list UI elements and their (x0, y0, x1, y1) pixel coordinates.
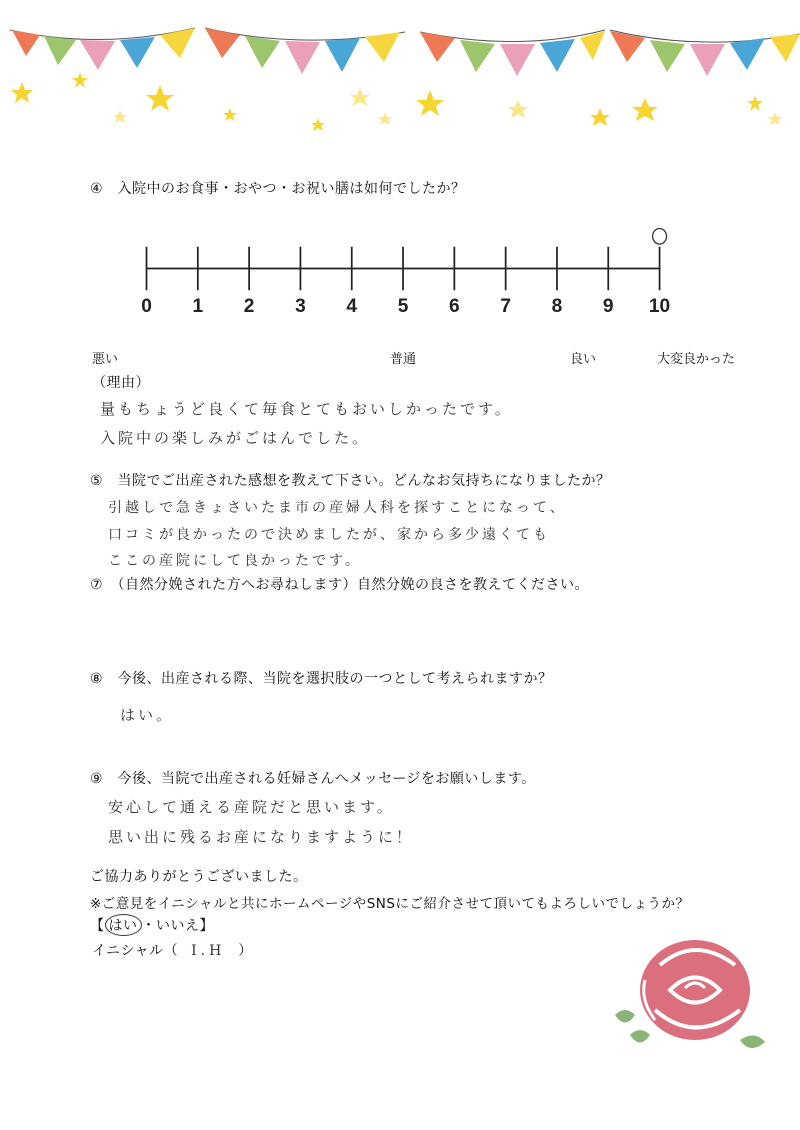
consent-yes-option[interactable]: はい (105, 914, 142, 936)
scale-tick-label: 5 (397, 295, 409, 317)
scale-tick-label: 1 (192, 295, 204, 317)
rating-scale (90, 225, 730, 325)
answer-q4-line2: 入院中の楽しみがごはんでした。 (100, 429, 371, 447)
initial-value: I.H (191, 943, 226, 959)
answer-q5-line3: ここの産院にして良かったです。 (108, 553, 362, 569)
answer-q9-line2: 思い出に残るお産になりますように！ (108, 828, 415, 846)
bracket-open: 【 (90, 918, 105, 934)
question-7: ⑦ （自然分娩された方へお尋ねします）自然分娩の良さを教えてください。 (90, 577, 590, 593)
scale-tick-label: 3 (295, 295, 306, 317)
answer-q5-line1: 引越しで急きょさいたま市の産婦人科を探すことになって、 (108, 500, 567, 516)
scale-tick-label: 7 (500, 295, 511, 317)
answer-q9-line1: 安心して通える産院だと思います。 (108, 798, 395, 816)
thanks-text: ご協力ありがとうございました。 (90, 869, 308, 885)
scale-label-normal: 普通 (390, 352, 417, 367)
scale-tick-label: 8 (551, 295, 563, 317)
selected-rating-circle (653, 228, 667, 244)
scale-tick-label: 6 (449, 295, 460, 317)
question-8: ⑧ 今後、出産される際、当院を選択肢の一つとして考えられますか？ (90, 671, 553, 687)
pennant-flags (12, 28, 800, 76)
consent-no-option[interactable]: いいえ (156, 918, 200, 934)
scale-label-good: 良い (570, 352, 597, 367)
initial-row (92, 940, 253, 960)
star-icons (11, 72, 782, 131)
scale-label-very-good: 大変良かった (657, 352, 736, 367)
consent-options (90, 914, 214, 936)
answer-q5-line2: 口コミが良かったので決めましたが、家から多少遠くても (108, 527, 550, 543)
scale-tick-label: 2 (243, 295, 255, 317)
rose-stamp-icon (600, 920, 780, 1070)
reason-label: （理由） (92, 375, 150, 391)
bunting-decoration (0, 0, 800, 150)
scale-tick-label: 10 (648, 295, 671, 317)
bracket-close: 】 (199, 918, 214, 934)
scale-label-bad: 悪い (92, 352, 119, 367)
answer-q8: はい。 (120, 706, 175, 724)
scale-tick-label: 9 (602, 295, 614, 317)
initial-label: イニシャル（ (92, 943, 179, 959)
question-4: ④ 入院中のお食事・おやつ・お祝い膳は如何でしたか？ (90, 181, 466, 197)
consent-question: ※ご意見をイニシャルと共にホームページやSNSにご紹介させて頂いてもよろしいでしょうか？ (90, 896, 690, 912)
initial-close: ） (238, 943, 253, 959)
question-9: ⑨ 今後、当院で出産される妊婦さんへメッセージをお願いします。 (90, 771, 536, 787)
consent-separator: ・ (141, 918, 156, 934)
scale-tick-label: 0 (141, 295, 152, 317)
scale-tick-label: 4 (346, 295, 358, 317)
question-5: ⑤ 当院でご出産された感想を教えて下さい。どんなお気持ちになりましたか？ (90, 473, 611, 489)
answer-q4-line1: 量もちょうど良くて毎食とてもおいしかったです。 (100, 400, 513, 418)
